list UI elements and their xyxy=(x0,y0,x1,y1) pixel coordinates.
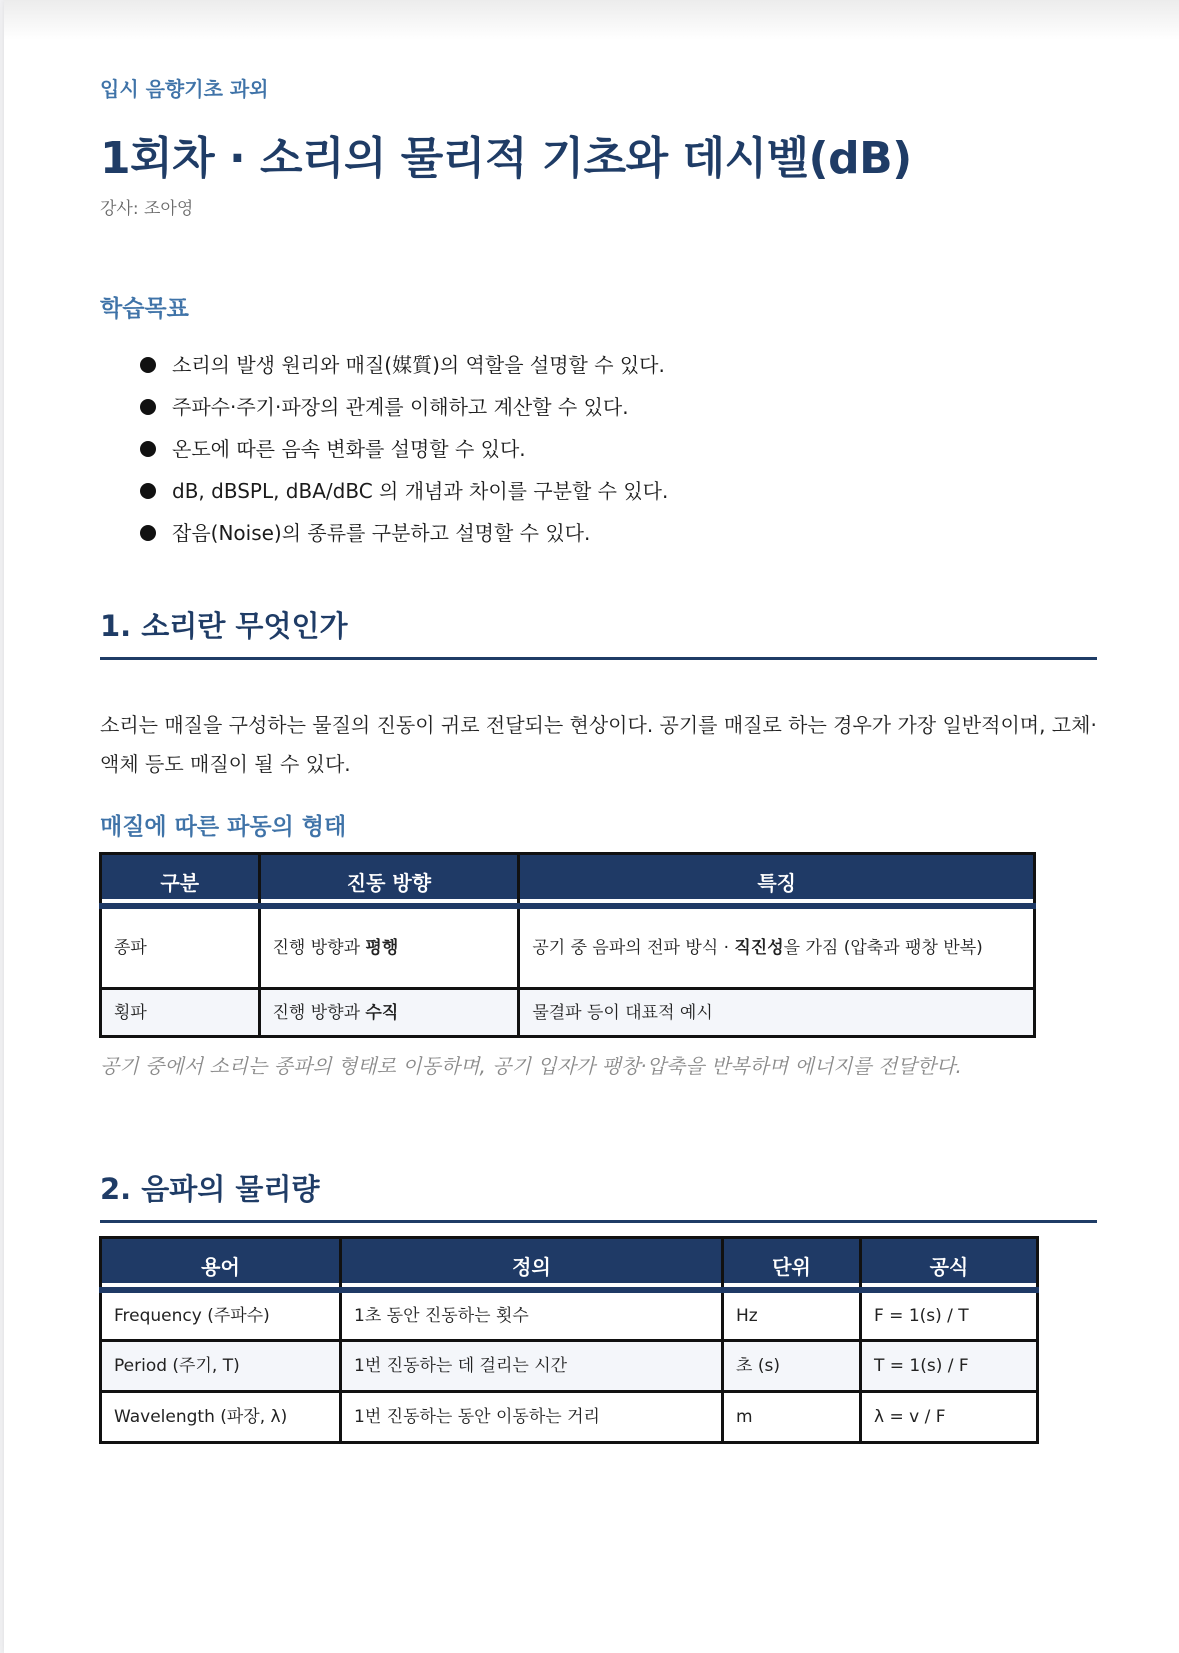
table-cell: m xyxy=(723,1392,861,1443)
table-cell: Period (주기, T) xyxy=(101,1341,341,1392)
bullet-icon xyxy=(140,357,156,373)
cell-text: 진행 방향과 xyxy=(272,1002,366,1023)
table-cell: 횡파 xyxy=(101,989,260,1037)
column-header: 정의 xyxy=(341,1238,723,1290)
table-row xyxy=(101,1290,1038,1341)
column-header: 구분 xyxy=(101,854,260,906)
table-cell: Wavelength (파장, λ) xyxy=(101,1392,341,1443)
objective-text: 잡음(Noise)의 종류를 구분하고 설명할 수 있다. xyxy=(172,521,591,545)
table-cell xyxy=(259,989,519,1037)
cell-emphasis: 직진성 xyxy=(734,937,784,958)
column-header: 진동 방향 xyxy=(259,854,519,906)
list-item xyxy=(140,394,668,436)
bullet-icon xyxy=(140,441,156,457)
section-2-title: 2. 음파의 물리량 xyxy=(100,1167,1097,1223)
objective-text: 주파수·주기·파장의 관계를 이해하고 계산할 수 있다. xyxy=(172,395,629,419)
wave-type-heading: 매질에 따른 파동의 형태 xyxy=(100,814,347,840)
table-cell xyxy=(519,906,1035,989)
table-cell: F = 1(s) / T xyxy=(861,1290,1038,1341)
objective-text: 소리의 발생 원리와 매질(媒質)의 역할을 설명할 수 있다. xyxy=(172,353,665,377)
table-cell: T = 1(s) / F xyxy=(861,1341,1038,1392)
objectives-list xyxy=(140,352,668,562)
cell-text: 공기 중 음파의 전파 방식 · xyxy=(532,937,735,958)
table-cell: Hz xyxy=(723,1290,861,1341)
table-header-row xyxy=(101,1238,1038,1290)
wave-type-table xyxy=(99,852,1036,1038)
table-cell: 초 (s) xyxy=(723,1341,861,1392)
objective-text: 온도에 따른 음속 변화를 설명할 수 있다. xyxy=(172,437,526,461)
sound-quantity-table xyxy=(99,1236,1039,1444)
table-cell xyxy=(259,906,519,989)
bullet-icon xyxy=(140,525,156,541)
table-row xyxy=(101,906,1035,989)
column-header: 공식 xyxy=(861,1238,1038,1290)
bullet-icon xyxy=(140,483,156,499)
section-1-paragraph: 소리는 매질을 구성하는 물질의 진동이 귀로 전달되는 현상이다. 공기를 매질로 하는 경우가 가장 일반적이며, 고체·액체 등도 매질이 될 수 있다. xyxy=(100,713,1097,776)
column-header: 단위 xyxy=(723,1238,861,1290)
list-item xyxy=(140,436,668,478)
document-page xyxy=(4,0,1179,1653)
list-item xyxy=(140,520,668,562)
list-item xyxy=(140,352,668,394)
bullet-icon xyxy=(140,399,156,415)
objective-text: dB, dBSPL, dBA/dBC 의 개념과 차이를 구분할 수 있다. xyxy=(172,479,669,503)
table-row xyxy=(101,1392,1038,1443)
table-row xyxy=(101,1341,1038,1392)
list-item xyxy=(140,478,668,520)
instructor-label: 강사: 조아영 xyxy=(100,199,194,219)
cell-emphasis: 수직 xyxy=(365,1002,399,1023)
cell-text: 물결파 등이 대표적 예시 xyxy=(532,1002,713,1023)
table-cell: 1초 동안 진동하는 횟수 xyxy=(341,1290,723,1341)
table-cell: 1번 진동하는 동안 이동하는 거리 xyxy=(341,1392,723,1443)
column-header: 특징 xyxy=(519,854,1035,906)
table-cell: Frequency (주파수) xyxy=(101,1290,341,1341)
table-cell: 1번 진동하는 데 걸리는 시간 xyxy=(341,1341,723,1392)
cell-emphasis: 평행 xyxy=(365,937,399,958)
objectives-heading: 학습목표 xyxy=(100,296,189,322)
table-cell: 종파 xyxy=(101,906,260,989)
column-header: 용어 xyxy=(101,1238,341,1290)
course-name: 입시 음향기초 과외 xyxy=(100,77,269,101)
cell-text: 을 가짐 (압축과 팽창 반복) xyxy=(783,937,983,958)
table-cell: λ = v / F xyxy=(861,1392,1038,1443)
table-cell xyxy=(519,989,1035,1037)
cell-text: 진행 방향과 xyxy=(272,937,366,958)
table-caption: 공기 중에서 소리는 종파의 형태로 이동하며, 공기 입자가 팽창·압축을 반복하며 에너지를 전달한다. xyxy=(100,1054,962,1078)
section-1-title: 1. 소리란 무엇인가 xyxy=(100,604,1097,660)
table-row xyxy=(101,989,1035,1037)
page-title: 1회차 · 소리의 물리적 기초와 데시벨(dB) xyxy=(100,133,912,184)
table-header-row xyxy=(101,854,1035,906)
